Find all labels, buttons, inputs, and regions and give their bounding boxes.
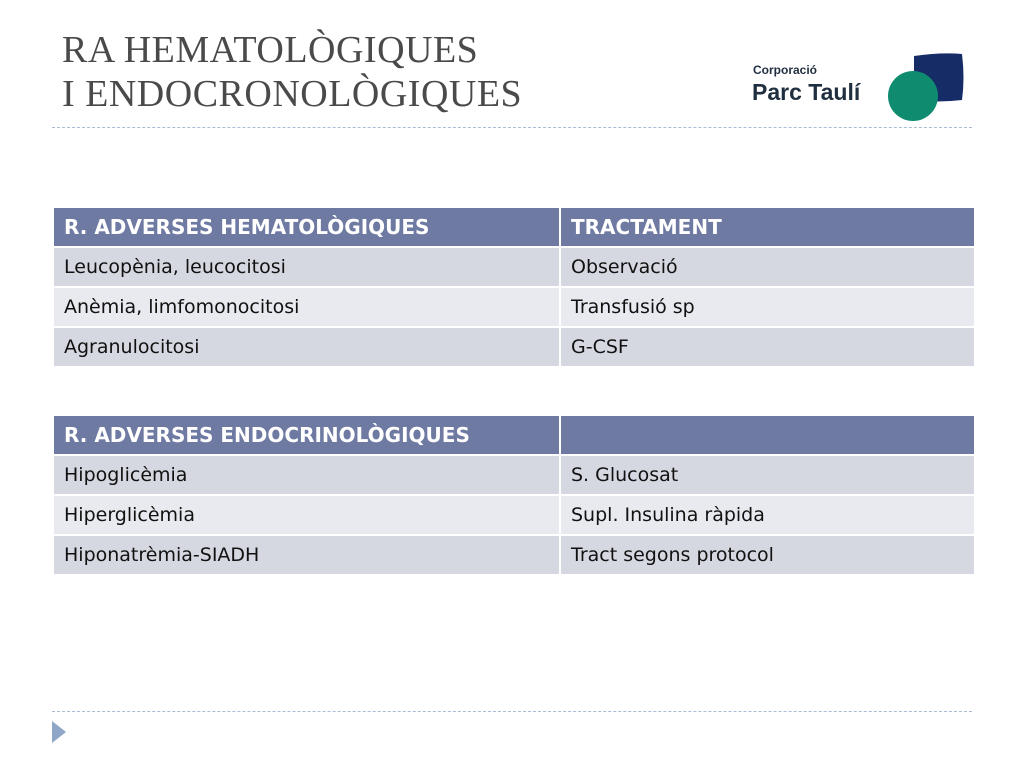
table-row <box>53 327 975 367</box>
table-cell: G-CSF <box>560 327 975 367</box>
endocrinologic-adverse-reactions-table <box>52 414 976 576</box>
table-cell: Agranulocitosi <box>53 327 560 367</box>
triangle-right-icon[interactable] <box>52 721 66 743</box>
title-line-1: RA HEMATOLÒGIQUES <box>62 29 479 71</box>
top-divider <box>52 127 972 128</box>
table-row <box>53 495 975 535</box>
table-row <box>53 455 975 495</box>
logo-big-text: Parc Taulí <box>752 79 861 105</box>
table-cell: Hiperglicèmia <box>53 495 560 535</box>
table-cell: Tract segons protocol <box>560 535 975 575</box>
column-header: R. ADVERSES HEMATOLÒGIQUES <box>53 207 560 247</box>
hematologic-adverse-reactions-table <box>52 206 976 368</box>
table-row <box>53 247 975 287</box>
table-cell: Observació <box>560 247 975 287</box>
column-header: TRACTAMENT <box>560 207 975 247</box>
table-cell: Hipoglicèmia <box>53 455 560 495</box>
slide-title <box>62 28 522 116</box>
parc-tauli-logo <box>752 50 972 125</box>
table-cell: Anèmia, limfomonocitosi <box>53 287 560 327</box>
table-row <box>53 287 975 327</box>
table-cell: Hiponatrèmia-SIADH <box>53 535 560 575</box>
table-cell: Leucopènia, leucocitosi <box>53 247 560 287</box>
table-row <box>53 535 975 575</box>
logo-small-text: Corporació <box>753 63 818 77</box>
bottom-divider <box>52 711 972 712</box>
column-header <box>560 415 975 455</box>
table-header-row <box>53 207 975 247</box>
logo-teal-circle <box>888 71 938 121</box>
table-header-row <box>53 415 975 455</box>
table-cell: S. Glucosat <box>560 455 975 495</box>
table-cell: Transfusió sp <box>560 287 975 327</box>
logo-mark-icon <box>882 50 972 125</box>
column-header: R. ADVERSES ENDOCRINOLÒGIQUES <box>53 415 560 455</box>
title-line-2: I ENDOCRONOLÒGIQUES <box>62 73 523 115</box>
table-cell: Supl. Insulina ràpida <box>560 495 975 535</box>
